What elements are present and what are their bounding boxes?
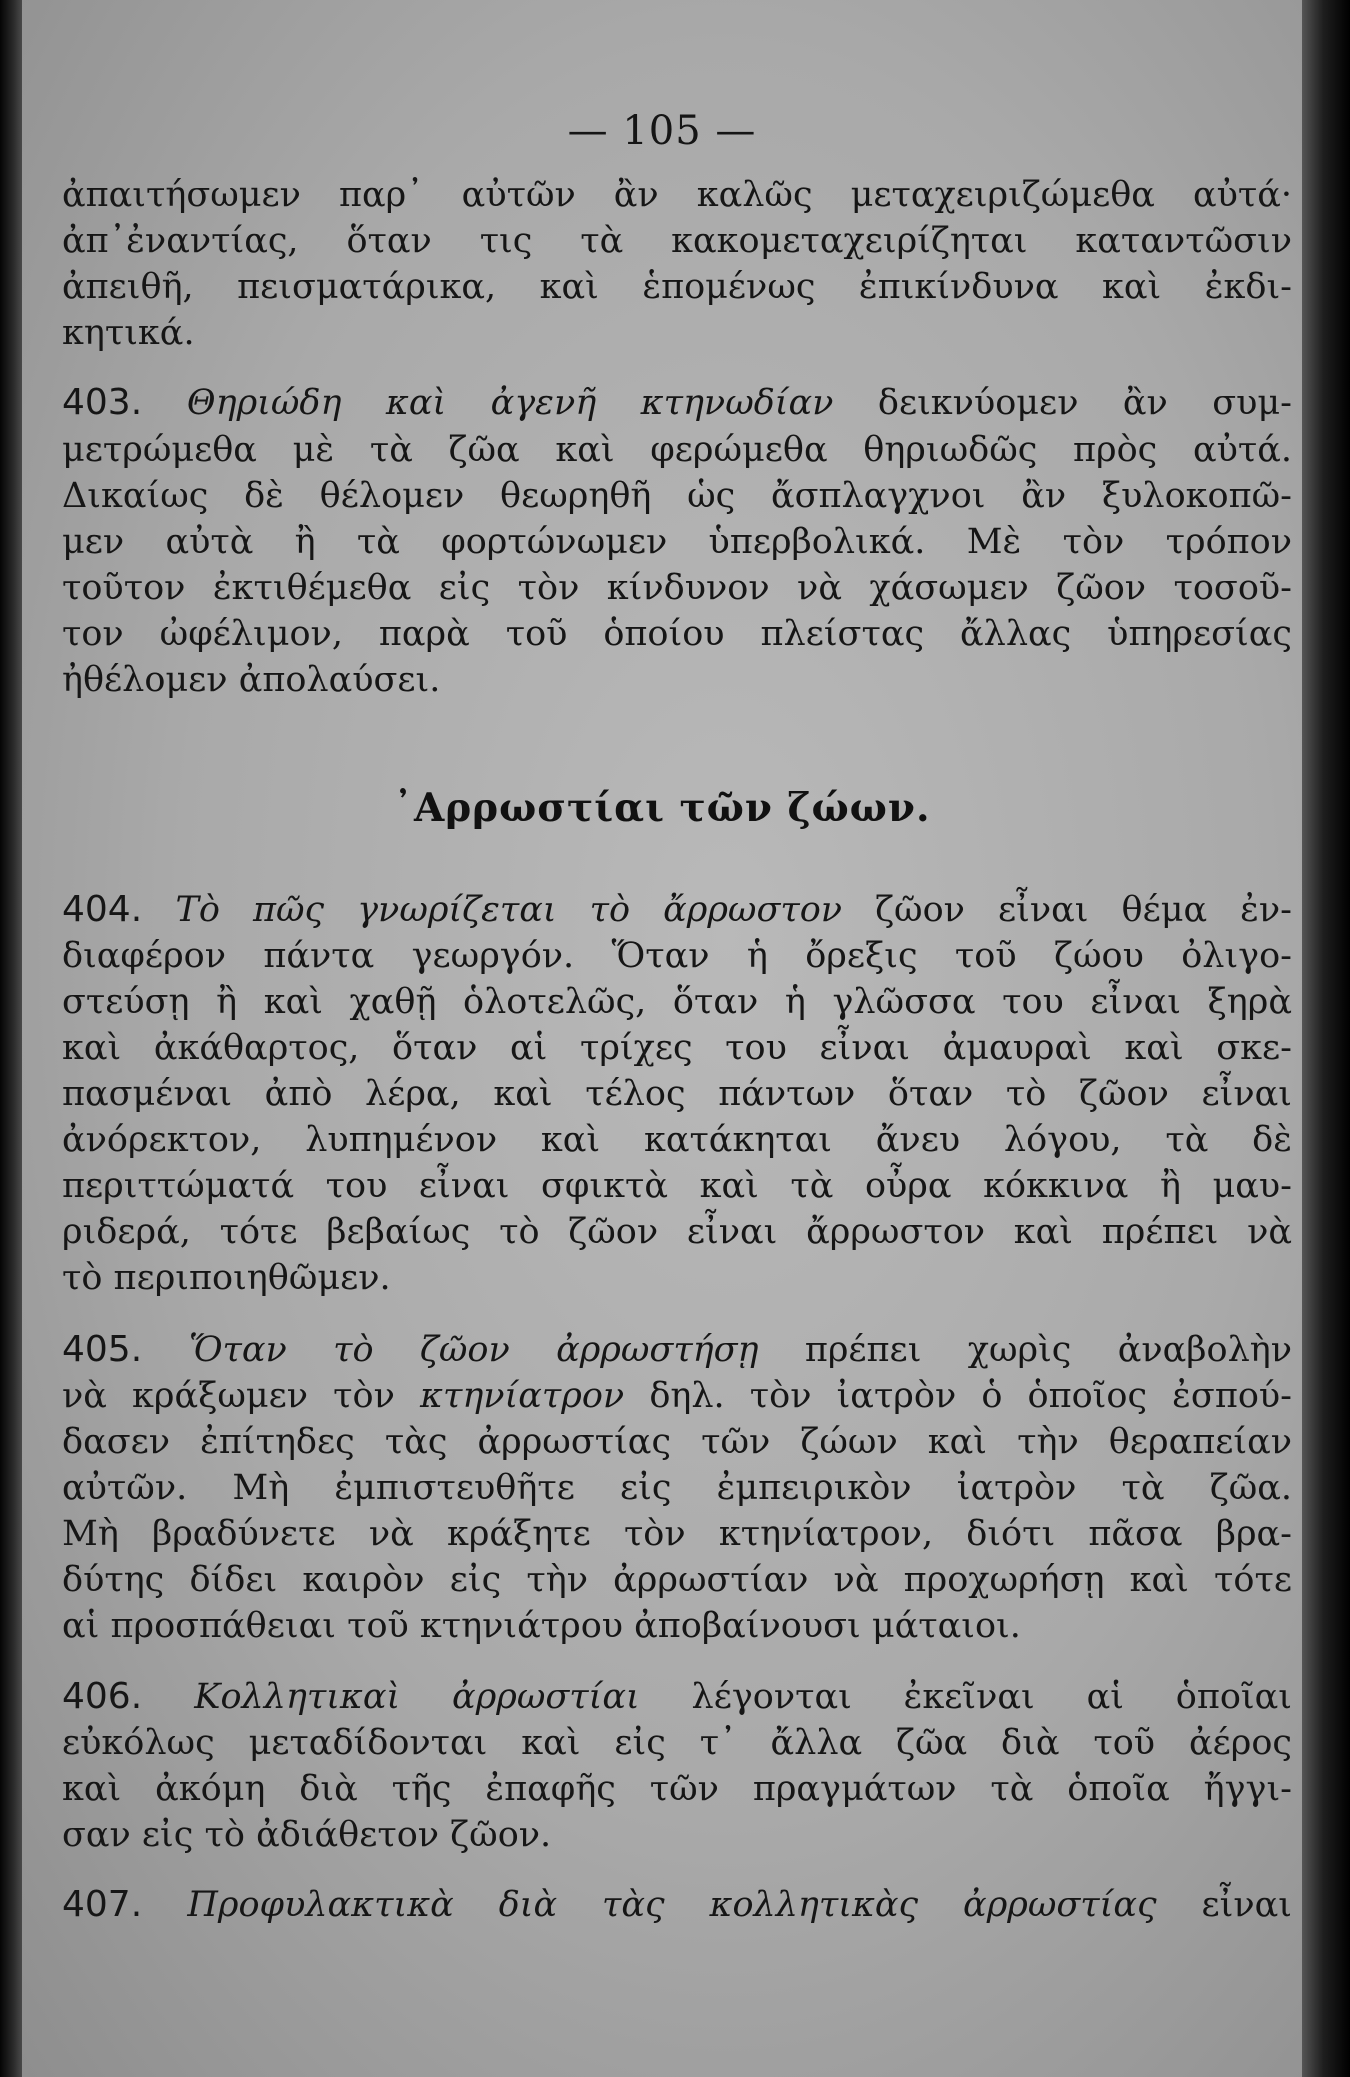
text-line: μετρώμεθα μὲ τὰ ζῶα καὶ φερώμεθα θηριωδῶς πρὸς αὐτά. bbox=[62, 430, 1292, 470]
text-line: δασεν ἐπίτηδες τὰς ἀρρωστίας τῶν ζώων καὶ τὴν θεραπείαν bbox=[62, 1422, 1292, 1462]
text-line: εὐκόλως μεταδίδονται καὶ εἰς τ᾿ ἄλλα ζῶα διὰ τοῦ ἀέρος bbox=[62, 1723, 1292, 1763]
paragraph-403-line: 403. Θηριώδη καὶ ἀγενῆ κτηνωδίαν δεικνύομεν ἂν συμ- bbox=[62, 382, 1292, 423]
text-line: Δικαίως δὲ θέλομεν θεωρηθῆ ὡς ἄσπλαγχνοι ἂν ξυλοκοπῶ- bbox=[62, 476, 1292, 516]
italic-term: Θηριώδη καὶ ἀγενῆ κτηνωδίαν bbox=[186, 383, 834, 423]
text-line: τὸ περιποιηθῶμεν. bbox=[62, 1258, 391, 1298]
scan-edge-right bbox=[1302, 0, 1350, 2077]
italic-term: Τὸ πῶς γνωρίζεται τὸ ἄρρωστον bbox=[175, 890, 843, 930]
text-line: κητικά. bbox=[62, 313, 195, 353]
scan-edge-left bbox=[0, 0, 22, 2077]
paragraph-number: 405. bbox=[62, 1329, 189, 1370]
paragraph-406-line: 406. Κολλητικαὶ ἀρρωστίαι λέγονται ἐκεῖναι αἱ ὁποῖαι bbox=[62, 1676, 1292, 1717]
text-line: περιττώματά του εἶναι σφικτὰ καὶ τὰ οὖρα κόκκινα ἢ μαυ- bbox=[62, 1166, 1292, 1206]
paragraph-405-line: 405. Ὅταν τὸ ζῶον ἀρρωστήσῃ πρέπει χωρὶς ἀναβολὴν bbox=[62, 1329, 1292, 1370]
text-line: τοῦτον ἐκτιθέμεθα εἰς τὸν κίνδυνον νὰ χάσωμεν ζῶον τοσοῦ- bbox=[62, 568, 1292, 608]
text-line: αὐτῶν. Μὴ ἐμπιστευθῆτε εἰς ἐμπειρικὸν ἰατρὸν τὰ ζῶα. bbox=[62, 1468, 1292, 1508]
text-line: Μὴ βραδύνετε νὰ κράξητε τὸν κτηνίατρον, διότι πᾶσα βρα- bbox=[62, 1514, 1292, 1554]
text-line: ἀπ᾿ἐναντίας, ὅταν τις τὰ κακομεταχειρίζηται καταντῶσιν bbox=[62, 221, 1292, 261]
paragraph-number: 403. bbox=[62, 382, 187, 423]
text-line: νὰ κράξωμεν τὸν κτηνίατρον δηλ. τὸν ἰατρὸν ὁ ὁποῖος ἐσπού- bbox=[62, 1376, 1292, 1416]
text-line: ἀνόρεκτον, λυπημένον καὶ κατάκηται ἄνευ λόγου, τὰ δὲ bbox=[62, 1120, 1292, 1160]
text-line: τον ὠφέλιμον, παρὰ τοῦ ὁποίου πλείστας ἄλλας ὑπηρεσίας bbox=[62, 614, 1292, 654]
text-line: σαν εἰς τὸ ἀδιάθετον ζῶον. bbox=[62, 1815, 552, 1855]
text-line: αἱ προσπάθειαι τοῦ κτηνιάτρου ἀποβαίνουσι μάταιοι. bbox=[62, 1606, 1021, 1646]
section-title: ᾿Αρρωστίαι τῶν ζώων. bbox=[393, 785, 931, 831]
text-line: ριδερά, τότε βεβαίως τὸ ζῶον εἶναι ἄρρωστον καὶ πρέπει νὰ bbox=[62, 1212, 1292, 1252]
paragraph-404-line: 404. Τὸ πῶς γνωρίζεται τὸ ἄρρωστον ζῶον εἶναι θέμα ἐν- bbox=[62, 889, 1292, 930]
text-line: στεύσῃ ἢ καὶ χαθῇ ὁλοτελῶς, ὅταν ἡ γλῶσσα του εἶναι ξηρὰ bbox=[62, 982, 1292, 1022]
text-line: καὶ ἀκόμη διὰ τῆς ἐπαφῆς τῶν πραγμάτων τὰ ὁποῖα ἤγγι- bbox=[62, 1769, 1292, 1809]
page-number-header: — 105 — bbox=[567, 108, 757, 154]
text-line: ἠθέλομεν ἀπολαύσει. bbox=[62, 660, 441, 700]
paragraph-number: 404. bbox=[62, 889, 176, 930]
text-line: μεν αὐτὰ ἢ τὰ φορτώνωμεν ὑπερβολικά. Μὲ τὸν τρόπον bbox=[62, 522, 1292, 562]
text-line: πασμέναι ἀπὸ λέρα, καὶ τέλος πάντων ὅταν τὸ ζῶον εἶναι bbox=[62, 1074, 1292, 1114]
italic-term: Ὅταν τὸ ζῶον ἀρρωστήσῃ bbox=[188, 1330, 759, 1370]
book-page bbox=[22, 0, 1302, 2077]
paragraph-number: 407. bbox=[62, 1884, 188, 1925]
italic-term: Κολλητικαὶ ἀρρωστίαι bbox=[194, 1677, 640, 1717]
text-line: ἀπαιτήσωμεν παρ᾿ αὐτῶν ἂν καλῶς μεταχειριζώμεθα αὐτά· bbox=[62, 175, 1292, 215]
italic-term: Προφυλακτικὰ διὰ τὰς κολλητικὰς ἀρρωστίας bbox=[187, 1885, 1157, 1925]
text-line: ἀπειθῆ, πεισματάρικα, καὶ ἑπομένως ἐπικίνδυνα καὶ ἐκδι- bbox=[62, 267, 1292, 307]
paragraph-number: 406. bbox=[62, 1676, 195, 1717]
italic-term: κτηνίατρον bbox=[420, 1376, 625, 1416]
paragraph-407-line: 407. Προφυλακτικὰ διὰ τὰς κολλητικὰς ἀρρωστίας εἶναι bbox=[62, 1884, 1293, 1925]
text-line: διαφέρον πάντα γεωργόν. Ὅταν ἡ ὄρεξις τοῦ ζώου ὀλιγο- bbox=[62, 936, 1292, 976]
text-line: δύτης δίδει καιρὸν εἰς τὴν ἀρρωστίαν νὰ προχωρήσῃ καὶ τότε bbox=[62, 1560, 1292, 1600]
text-line: καὶ ἀκάθαρτος, ὅταν αἱ τρίχες του εἶναι ἀμαυραὶ καὶ σκε- bbox=[62, 1028, 1292, 1068]
